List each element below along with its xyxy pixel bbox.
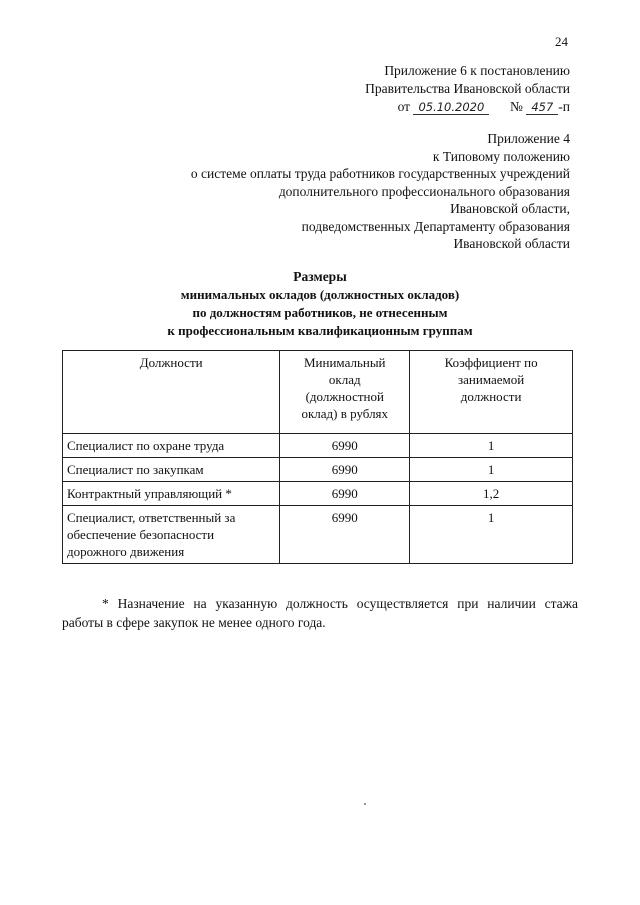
coefficient-cell: 1 xyxy=(410,434,573,458)
table-row xyxy=(63,434,573,458)
salary-cell: 6990 xyxy=(280,434,410,458)
resolution-header xyxy=(365,62,570,116)
table-header-row xyxy=(63,351,573,434)
date-prefix: от xyxy=(397,99,411,114)
position-cell: Контрактный управляющий * xyxy=(63,482,280,506)
appendix-line: Приложение 4 xyxy=(487,131,570,146)
column-header-coefficient: Коэффициент по занимаемой должности xyxy=(410,351,573,434)
column-header-position: Должности xyxy=(63,351,280,434)
footnote: * Назначение на указанную должность осуществляется при наличии стажа работы в сфере закупок не менее одного года. xyxy=(62,596,578,630)
position-cell: Специалист по закупкам xyxy=(63,458,280,482)
table-row xyxy=(63,482,573,506)
title-line: к профессиональным квалификационным группам xyxy=(167,323,473,338)
coefficient-cell: 1,2 xyxy=(410,482,573,506)
position-cell: Специалист, ответственный за обеспечение безопасности дорожного движения xyxy=(63,506,280,564)
appendix-line: подведомственных Департаменту образования xyxy=(301,218,570,234)
appendix-line: дополнительного профессионального образования xyxy=(278,183,570,199)
title-line: Размеры xyxy=(293,269,347,284)
appendix-line: Ивановской области, xyxy=(450,201,570,216)
column-header-salary: Минимальный оклад (должностной оклад) в рублях xyxy=(280,351,410,434)
salary-table xyxy=(62,350,573,564)
appendix-header xyxy=(191,130,570,253)
salary-cell: 6990 xyxy=(280,482,410,506)
document-title xyxy=(0,268,640,340)
position-cell: Специалист по охране труда xyxy=(63,434,280,458)
scan-speck xyxy=(364,803,366,805)
number-prefix: № xyxy=(510,99,523,114)
header-line: Правительства Ивановской области xyxy=(365,81,570,96)
appendix-line: о системе оплаты труда работников государственных учреждений xyxy=(190,166,570,181)
number-suffix: -п xyxy=(558,99,570,114)
appendix-line: Ивановской области xyxy=(453,236,570,251)
salary-cell: 6990 xyxy=(280,458,410,482)
table-row xyxy=(63,458,573,482)
table-row xyxy=(63,506,573,564)
coefficient-cell: 1 xyxy=(410,458,573,482)
title-line: по должностям работников, не отнесенным xyxy=(192,305,448,320)
header-line: Приложение 6 к постановлению xyxy=(384,63,570,78)
coefficient-cell: 1 xyxy=(410,506,573,564)
title-line: минимальных окладов (должностных окладов) xyxy=(180,287,460,302)
handwritten-date: 05.10.2020 xyxy=(413,100,489,115)
appendix-line: к Типовому положению xyxy=(432,148,570,164)
handwritten-number: 457 xyxy=(526,100,558,115)
page-number: 24 xyxy=(555,34,568,49)
salary-cell: 6990 xyxy=(280,506,410,564)
date-number-line xyxy=(365,98,570,116)
